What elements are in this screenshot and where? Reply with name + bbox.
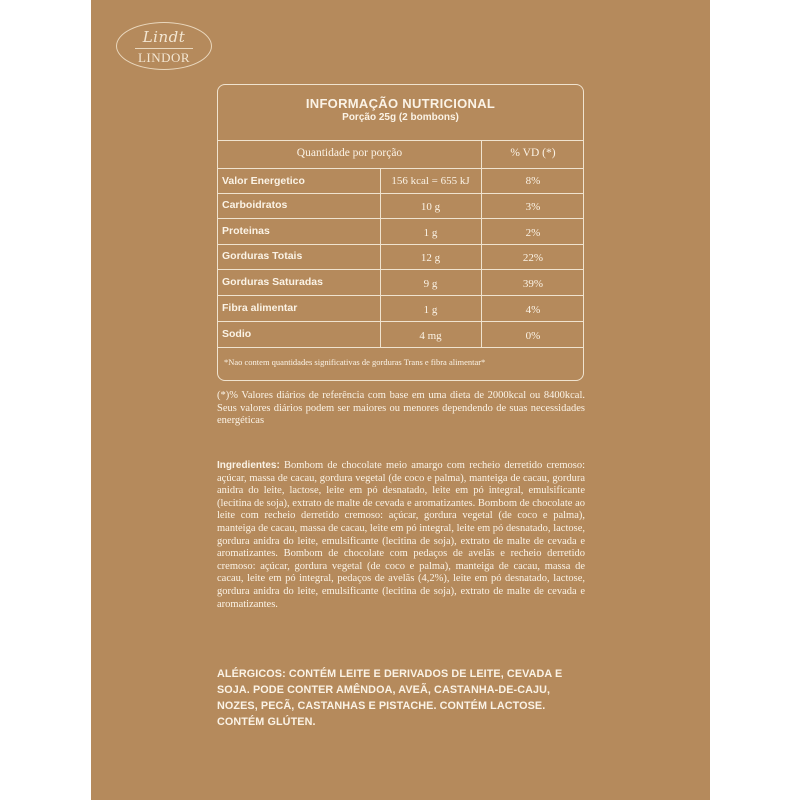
row-quantity: 10 g [420,201,441,213]
header-daily-value: % VD (*) [510,147,556,159]
row-daily-value: 4% [525,304,541,316]
row-label: Fibra alimentar [222,302,298,314]
row-quantity: 4 mg [419,330,442,342]
table-divider [218,168,583,169]
nutrition-facts-table [217,84,584,381]
nutrition-title: INFORMAÇÃO NUTRICIONAL [305,96,496,111]
table-divider [218,244,583,245]
header-quantity: Quantidade por porção [296,147,403,159]
row-label: Valor Energetico [222,175,305,187]
nutrition-footnote: *Nao contem quantidades significativas de gorduras Trans e fibra alimentar* [224,357,486,367]
table-divider [218,295,583,296]
row-quantity: 1 g [423,227,438,239]
row-label: Gorduras Totais [222,250,303,262]
logo-divider [135,48,193,49]
table-divider [218,193,583,194]
ingredients-paragraph [217,460,585,611]
nutrition-portion: Porção 25g (2 bombons) [342,112,459,123]
daily-value-note: (*)% Valores diários de referência com base em uma dieta de 2000kcal ou 8400kcal. Seus valores diários podem ser maiores ou menores dependendo de suas necessidades energéticas [217,390,585,427]
row-daily-value: 22% [522,252,544,264]
row-daily-value: 39% [522,278,544,290]
row-quantity: 1 g [423,304,438,316]
row-label: Carboidratos [222,199,288,211]
lindt-lindor-logo [116,22,212,70]
row-daily-value: 2% [525,227,541,239]
logo-script-text: Lindt [142,28,186,46]
ingredients-label: Ingredientes: [217,460,280,471]
row-label: Gorduras Saturadas [222,276,323,288]
table-divider [218,218,583,219]
logo-product-name: LINDOR [137,50,191,65]
row-label: Proteinas [222,225,270,237]
row-daily-value: 8% [525,175,541,187]
row-daily-value: 0% [525,330,541,342]
allergens-warning: ALÉRGICOS: CONTÉM LEITE E DERIVADOS DE LEITE, CEVADA E SOJA. PODE CONTER AMÊNDOA, AVEÃ, CASTANHA-DE-CAJU, NOZES, PECÃ, CASTANHAS E PISTACHE. CONTÉM LACTOSE. CONTÉM GLÚTEN. [217,668,563,728]
table-divider [218,269,583,270]
ingredients-text: Bombom de chocolate meio amargo com recheio derretido cremoso: açúcar, massa de cacau, gordura vegetal (de coco e palma), manteiga de cacau, gordura anidra do leite, lactose, leite em pó desnatado, leite em pó integral, emulsificante (lecitina de soja), extrato de malte de cevada e aromatizantes. Bombom de chocolate ao leite com recheio derretido cremoso: açúcar, gordura vegetal (de coco e palma), manteiga de cacau, massa de cacau, leite em pó integral, leite em pó desnatado, lactose, gordura anidra do leite, emulsificante (lecitina de soja), extrato de malte de cevada e aromatizantes. Bombom de chocolate com pedaços de avelãs e recheio derretido cremoso: açúcar, gordura vegetal (de coco e palma), manteiga de cacau, massa de cacau, leite em pó integral, pedaços de avelãs (4,2%), leite em pó desnatado, lactose, gordura anidra do leite, emulsificante (lecitina de soja), extrato de malte de cevada e aromatizantes. [217,460,585,610]
table-divider [218,321,583,322]
table-divider [218,140,583,141]
row-label: Sodio [222,328,252,340]
row-quantity: 156 kcal = 655 kJ [391,175,470,187]
table-divider [218,347,583,348]
row-quantity: 9 g [423,278,438,290]
row-daily-value: 3% [525,201,541,213]
row-quantity: 12 g [420,252,441,264]
